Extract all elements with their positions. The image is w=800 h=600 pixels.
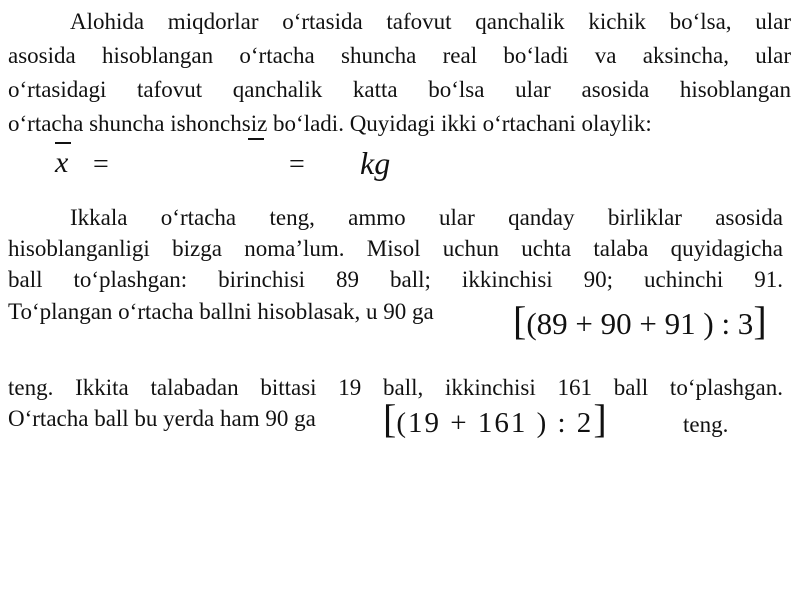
formula-two-students bbox=[383, 396, 607, 442]
formula2-expression: (19 + 161 ) : 2 bbox=[396, 407, 594, 439]
paragraph-1-line-2: asosida hisoblangan o‘rtacha shuncha real bo‘ladi va aksincha, ular bbox=[8, 43, 791, 68]
paragraph-3-tail: teng. bbox=[683, 412, 729, 437]
paragraph-1-line-4: o‘rtacha shuncha ishonchsiz bo‘ladi. Quyidagi ikki o‘rtachani olaylik: bbox=[8, 111, 652, 136]
paragraph-2-line-1: Ikkala o‘rtacha teng, ammo ular qanday birliklar asosida bbox=[70, 205, 783, 230]
unit-kg: kg bbox=[360, 145, 391, 181]
formula-bracket-open: [ bbox=[513, 298, 527, 343]
paragraph-3-line-2: O‘rtacha ball bu yerda ham 90 ga bbox=[8, 406, 316, 431]
paragraph-2-line-3: ball to‘plashgan: birinchisi 89 ball; ikkinchisi 90; uchinchi 91. bbox=[8, 267, 783, 292]
paragraph-3-line-1: teng. Ikkita talabadan bittasi 19 ball, ikkinchisi 161 ball to‘plashgan. bbox=[8, 375, 783, 400]
mean-overbar-1 bbox=[55, 142, 71, 144]
paragraph-1-line-1: Alohida miqdorlar o‘rtasida tafovut qanchalik kichik bo‘lsa, ular bbox=[70, 9, 791, 34]
paragraph-1-line-3: o‘rtasidagi tafovut qanchalik katta bo‘lsa ular asosida hisoblangan bbox=[8, 77, 791, 102]
equals-sign-1: = bbox=[93, 149, 109, 180]
formula-bracket-close: ] bbox=[753, 298, 767, 343]
formula-expression: (89 + 90 + 91 ) : 3 bbox=[526, 306, 754, 341]
formula2-bracket-close: ] bbox=[593, 396, 607, 441]
paragraph-2-line-4: To‘plangan o‘rtacha ballni hisoblasak, u 90 ga bbox=[8, 299, 434, 324]
formula-three-students bbox=[513, 298, 767, 343]
equals-sign-2: = bbox=[289, 149, 305, 180]
paragraph-2-line-2: hisoblanganligi bizga noma’lum. Misol uchun uchta talaba quyidagicha bbox=[8, 236, 783, 261]
mean-variable: x bbox=[55, 146, 69, 179]
mean-overbar-2 bbox=[248, 138, 264, 140]
formula2-bracket-open: [ bbox=[383, 396, 397, 441]
